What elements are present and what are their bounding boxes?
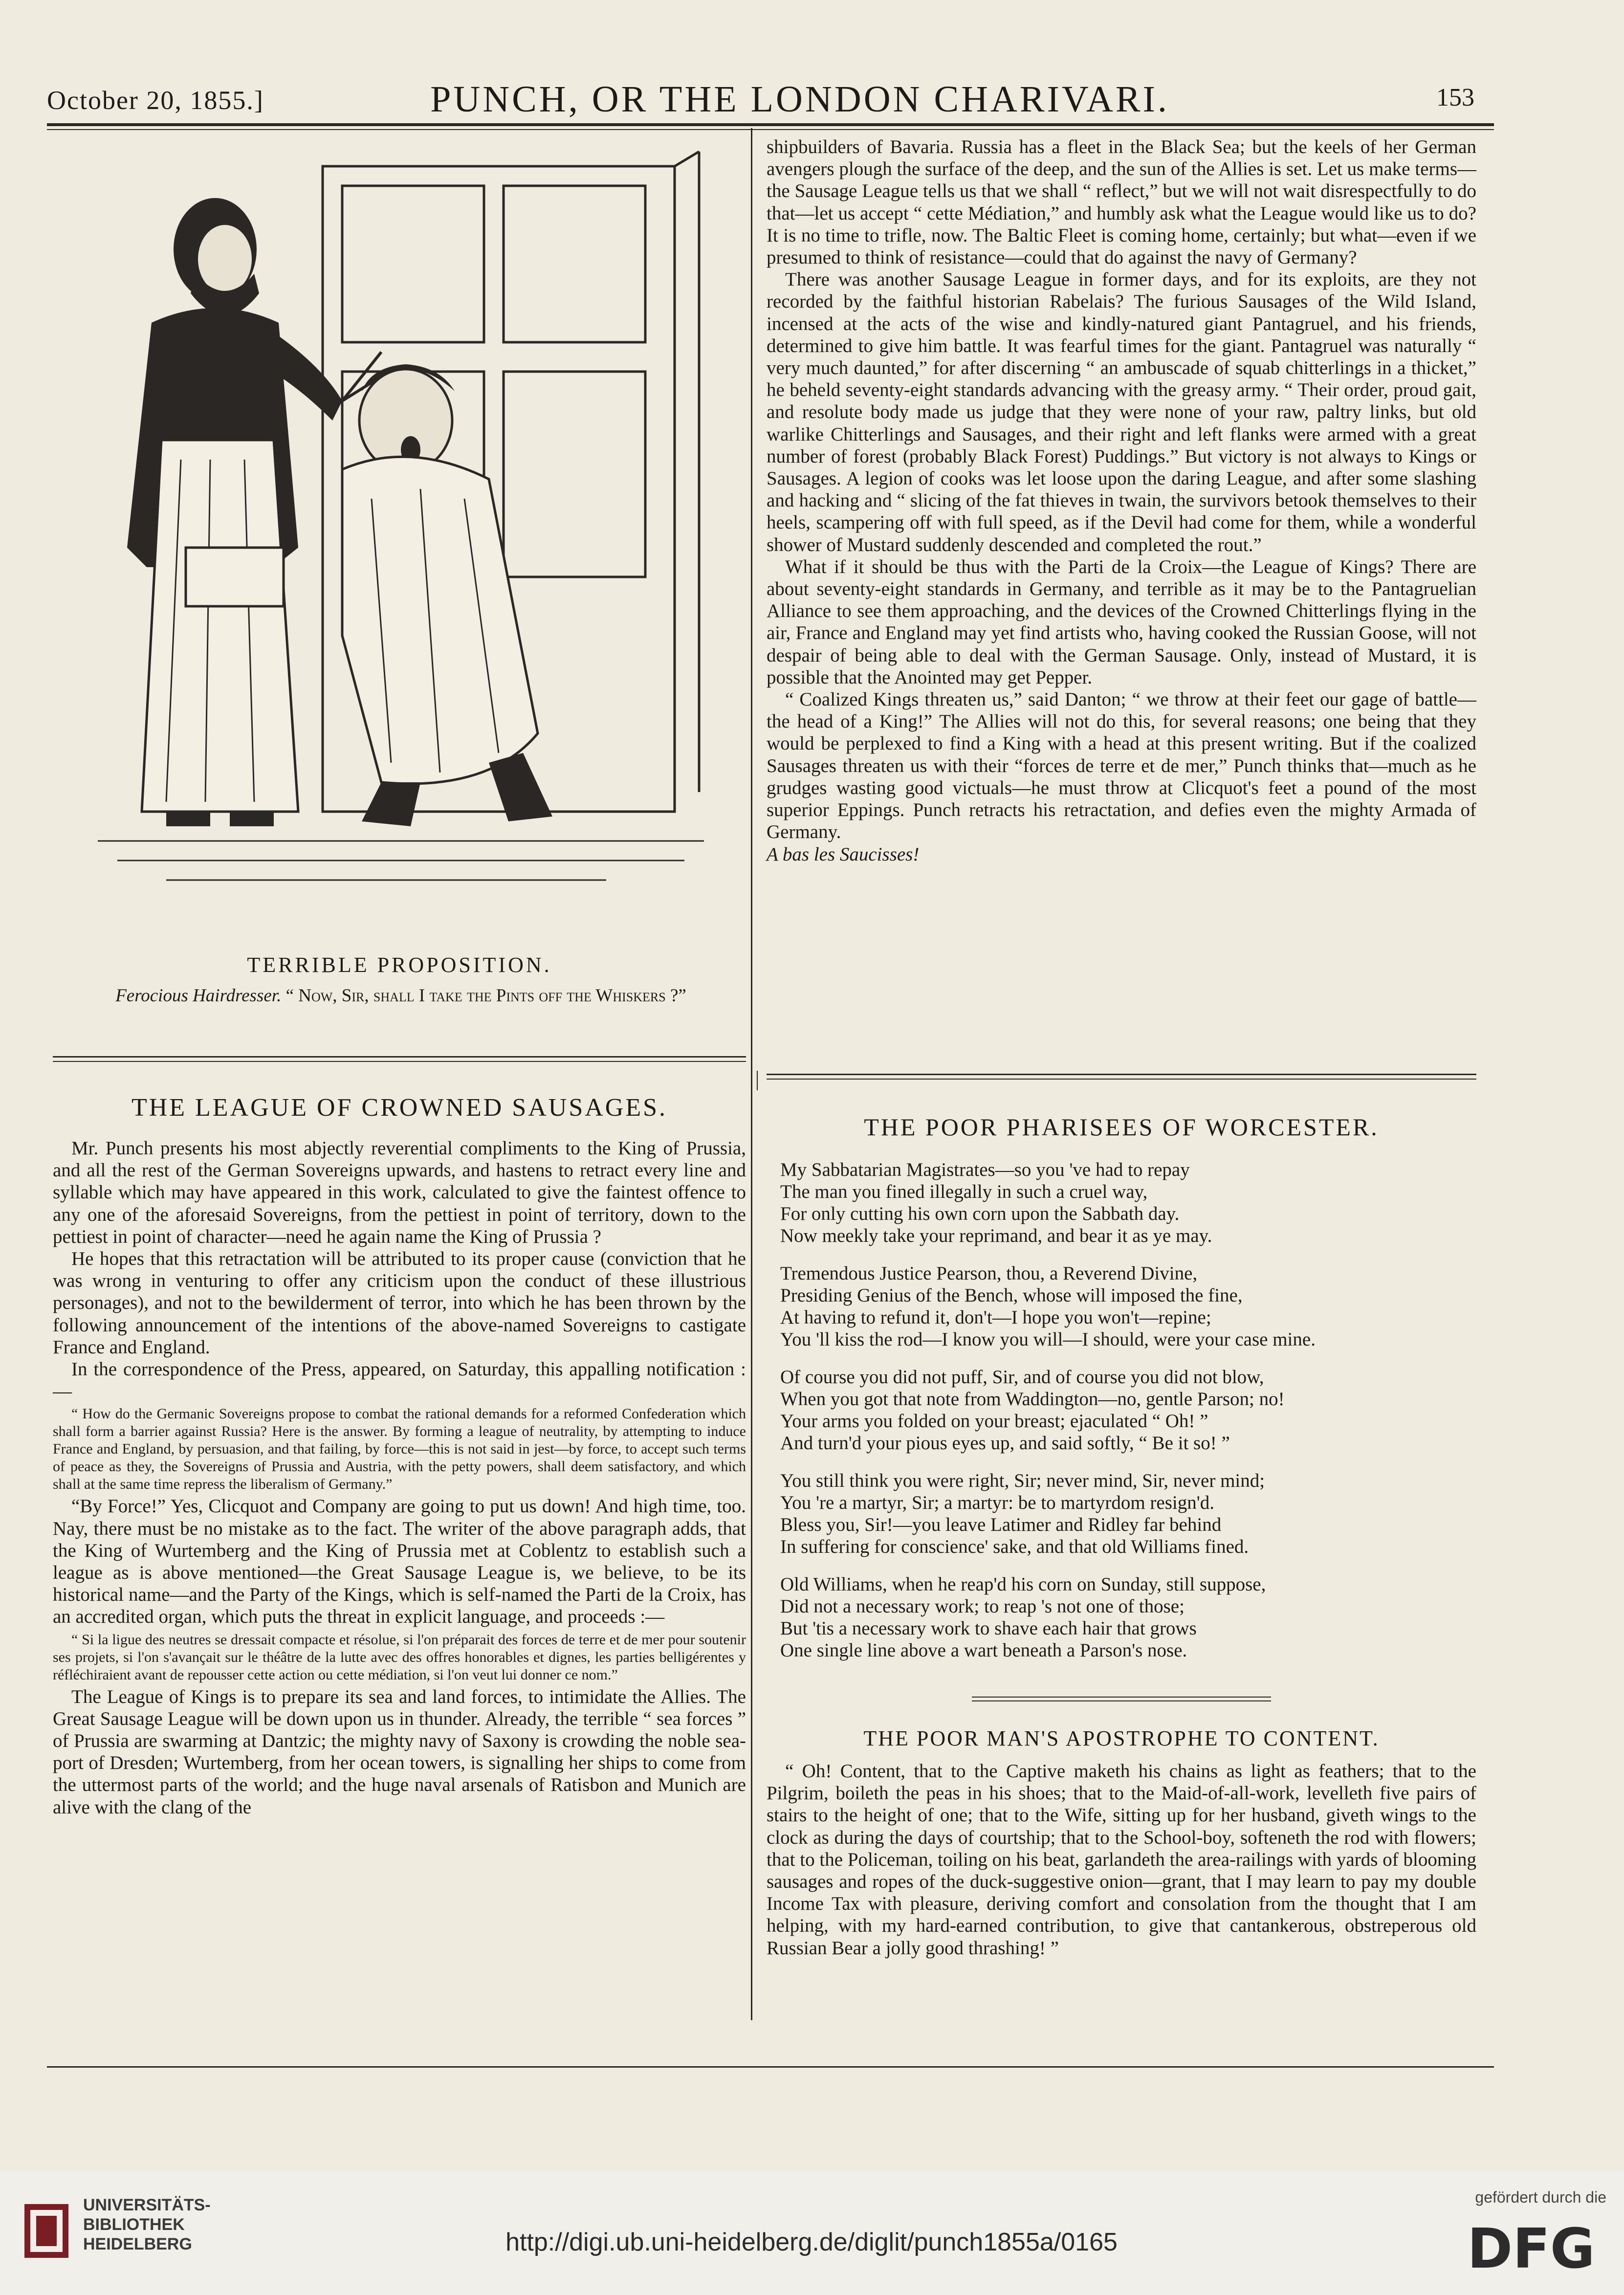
library-name-line: HEIDELBERG <box>83 2235 192 2253</box>
section-rule <box>53 1056 746 1058</box>
poem-line: But 'tis a necessary work to shave each hair that grows <box>780 1618 1197 1639</box>
poem-line: You still think you were right, Sir; never mind, Sir, never mind; <box>780 1470 1265 1491</box>
section-rule-thin <box>53 1061 746 1062</box>
caption-quote: “ Now, Sir, shall I take the Pints off the Whiskers ?” <box>285 986 686 1006</box>
poem-line: Presiding Genius of the Bench, whose will imposed the fine, <box>780 1285 1243 1306</box>
league-paragraph-3: In the correspondence of the Press, appeared, on Saturday, this appalling notification :— <box>53 1359 746 1402</box>
poem-line: Now meekly take your reprimand, and bear it as ye may. <box>780 1225 1212 1246</box>
poem-stanza <box>780 1366 1474 1454</box>
illustration-caption <box>73 985 728 1007</box>
masthead-rule <box>47 123 1494 126</box>
league-paragraph-5: The League of Kings is to prepare its sea and land forces, to intimidate the Allies. The Great Sausage League will be down upon us in thunder. Already, the terrible “ sea forces ” of Prussia are swarming at Dantzic; the mighty navy of Saxony is crowding the noble sea-port of Dresden; Wurtemberg, from her ocean towers, is signalling her ships to come from the uttermost parts of the world; and the huge naval arsenals of Ratisbon and Munich are alive with the clang of the <box>53 1686 746 1818</box>
league-quote-english: “ How do the Germanic Sovereigns propose to combat the rational demands for a reformed Confederation which shall form a barrier against Russia? Here is the answer. By forming a league of neutrality, by attempting to induce France and England, by persuasion, and that failing, by force—this is not said in jest—by force, to accept such terms of peace as they, the Sovereigns of Prussia and Austria, with the petty powers, shall deem satisfactory, and which shall at the same time repress the liberalism of Germany.” <box>53 1406 746 1493</box>
poem-line: Old Williams, when he reap'd his corn on Sunday, still suppose, <box>780 1574 1266 1595</box>
league-article-right <box>767 136 1476 865</box>
poem-line: You 'll kiss the rod—I know you will—I should, were your case mine. <box>780 1329 1316 1350</box>
poem-line: Did not a necessary work; to reap 's not one of those; <box>780 1596 1185 1617</box>
league-quote-french: “ Si la ligue des neutres se dressait compacte et résolue, si l'on préparait des forces de terre et de mer pour soutenir ses projets, si l'on s'avançait sur le théâtre de la lutte avec des offres honorables et dignes, les parties belligérentes y réfléchiraient avant de repousser cette action ou cette médiation, si l'on veut lui donner ce nom.” <box>53 1631 746 1683</box>
column-divider <box>751 128 752 2020</box>
hairdresser-illustration <box>68 147 733 919</box>
page-number: 153 <box>1436 84 1474 111</box>
library-name <box>83 2195 211 2254</box>
publication-title: PUNCH, OR THE LONDON CHARIVARI. <box>430 79 1169 120</box>
league-closing: A bas les Saucisses! <box>767 843 920 865</box>
pharisees-poem <box>780 1159 1474 1677</box>
dfg-logo-icon <box>1458 2217 1604 2275</box>
masthead-rule-thin <box>47 129 1494 130</box>
league-continuation-1: shipbuilders of Bavaria. Russia has a fleet in the Black Sea; but the keels of her German avengers plough the surface of the deep, and the sun of the Allies is set. Let us make terms—the Sausage League tells us that we shall “ reflect,” but we will not wait disrespectfully to do that—let us accept “ cette Médiation,” and humbly ask what the League would like us to do? It is no time to trifle, now. The Baltic Fleet is coming home, certainly; but what—even if we presumed to think of resistance—could that do against the navy of Germany? <box>767 136 1476 268</box>
poem-line: My Sabbatarian Magistrates—so you 've had to repay <box>780 1159 1190 1180</box>
poem-line: Your arms you folded on your breast; ejaculated “ Oh! ” <box>780 1411 1208 1432</box>
library-name-line: BIBLIOTHEK <box>83 2215 185 2234</box>
caption-speaker: Ferocious Hairdresser. <box>115 986 282 1006</box>
league-continuation-2: There was another Sausage League in former days, and for its exploits, are they not recorded by the faithful historian Rabelais? The furious Sausages of the Wild Island, incensed at the acts of the wise and kindly-natured giant Pantagruel, and his friends, determined to give him battle. It was fearful times for the giant. Pantagruel was naturally “ very much daunted,” for after discerning “ an ambuscade of squab chitterlings in a thicket,” he beheld seventy-eight standards advancing with the greasy army. “ Their order, proud gait, and resolute body made us judge that they were none of your raw, paltry links, but old warlike Chitterlings and Sausages, and their right and left flanks were armed with a great number of forest (probably Black Forest) Puddings.” But victory is not always to Kings or Sausages. A legion of cooks was let loose upon the daring League, and after some slashing and hacking and “ slicing of the fat thieves in twain, the survivors betook themselves to their heels, scampering off with full speed, as if the Devil had come for them, while a wonderful shower of Mustard suddenly descended and completed the rout.” <box>767 269 1476 555</box>
section-rule-thin <box>767 1079 1476 1080</box>
apostrophe-heading: THE POOR MAN'S APOSTROPHE TO CONTENT. <box>863 1726 1380 1750</box>
university-seal-icon <box>20 2194 73 2263</box>
section-rule <box>767 1074 1476 1075</box>
poem-line: At having to refund it, don't—I hope you won't—repine; <box>780 1307 1211 1328</box>
league-paragraph-1: Mr. Punch presents his most abjectly reverential compliments to the King of Prussia, and all the rest of the German Sovereigns upwards, and hastens to retract every line and syllable which may have appeared in this work, calculated to give the faintest offence to any one of the aforesaid Sovereigns, from the pettiest in point of territory, down to the pettiest in point of character—need he again name the King of Prussia ? <box>53 1138 746 1247</box>
illustration-title: TERRIBLE PROPOSITION. <box>247 953 552 977</box>
league-paragraph-4: “By Force!” Yes, Clicquot and Company are going to put us down! And high time, too. Nay, there must be no mistake as to the fact. The writer of the above paragraph adds, that the King of Wurtemberg and the King of Prussia met at Coblentz to establish such a league as is above mentioned—the Great Sausage League is, we believe, to be its historical name—and the Party of the Kings, which is self-named the Parti de la Croix, has an accredited organ, which puts the threat in explicit language, and proceeds :— <box>53 1496 746 1628</box>
poem-line: For only cutting his own corn upon the Sabbath day. <box>780 1203 1180 1224</box>
section-rule-thin <box>972 1700 1271 1701</box>
pharisees-heading: THE POOR PHARISEES OF WORCESTER. <box>864 1113 1379 1141</box>
funding-note: gefördert durch die <box>1475 2188 1606 2206</box>
league-continuation-4: “ Coalized Kings threaten us,” said Danton; “ we throw at their feet our gage of battle—the head of a King!” The Allies will not do this, for several reasons; one being that they would be perplexed to find a King with a head at this present writing. But if the coalized Sausages threaten us with their “forces de terre et de mer,” Punch thinks that—much as he grudges wasting good victuals—he must throw at Clicquot's feet a pound of the most superior Eppings. Punch retracts his retractation, and defies even the mighty Armada of Germany. <box>767 689 1476 843</box>
poem-stanza <box>780 1262 1474 1350</box>
league-heading: THE LEAGUE OF CROWNED SAUSAGES. <box>131 1094 668 1122</box>
poem-line: Tremendous Justice Pearson, thou, a Reverend Divine, <box>780 1263 1198 1284</box>
poem-stanza <box>780 1573 1474 1661</box>
issue-date: October 20, 1855.] <box>47 86 264 115</box>
poem-line: Of course you did not puff, Sir, and of course you did not blow, <box>780 1367 1264 1388</box>
poem-stanza <box>780 1470 1474 1558</box>
permalink-url[interactable]: http://digi.ub.uni-heidelberg.de/diglit/punch1855a/0165 <box>505 2228 1118 2256</box>
poem-line: When you got that note from Waddington—no, gentle Parson; no! <box>780 1389 1285 1410</box>
league-article-left <box>53 1137 746 1818</box>
apostrophe-article <box>767 1760 1476 1959</box>
poem-line: You 're a martyr, Sir; a martyr: be to martyrdom resign'd. <box>780 1492 1215 1513</box>
poem-line: Bless you, Sir!—you leave Latimer and Ridley far behind <box>780 1514 1222 1535</box>
library-name-line: UNIVERSITÄTS- <box>83 2196 211 2214</box>
poem-line: The man you fined illegally in such a cruel way, <box>780 1181 1148 1202</box>
apostrophe-text: “ Oh! Content, that to the Captive maketh his chains as light as feathers; that to the Pilgrim, boileth the peas in his shoes; that to the Maid-of-all-work, levelleth five pairs of stairs to the height of one; that to the Wife, sitting up for her husband, giveth wings to the clock as during the days of courtship; that to the School-boy, softeneth the rod with flowers; that to the Policeman, toiling on his beat, garlandeth the area-railings with yards of blooming sausages and ropes of the duck-suggestive onion—grant, that I may learn to pay my double Income Tax with pleasure, deriving comfort and consolation from the thought that I am helping, with my hard-earned contribution, to give that cantankerous, obstreperous old Russian Bear a jolly good thrashing! ” <box>767 1761 1476 1959</box>
section-rule <box>972 1697 1271 1698</box>
page-bottom-rule <box>47 2066 1494 2068</box>
league-paragraph-2: He hopes that this retractation will be attributed to its proper cause (conviction that he was wrong in venturing to offer any criticism upon the conduct of these illustrious personages), and not to the bewilderment of terror, into which he has been thrown by the following announcement of the intentions of the above-named Sovereigns to castigate France and England. <box>53 1248 746 1358</box>
poem-line: And turn'd your pious eyes up, and said softly, “ Be it so! ” <box>780 1433 1230 1454</box>
league-continuation-3: What if it should be thus with the Parti de la Croix—the League of Kings? There are about seventy-eight standards in Germany, and terrible as it may be to the Pantagruelian Alliance to see them approaching, and the devices of the Crowned Chitterlings flying in the air, France and England may yet find artists who, having cooked the Russian Goose, will not despair of being able to deal with the German Sausage. Only, instead of Mustard, it is possible that the Anointed may get Pepper. <box>767 556 1476 688</box>
poem-line: One single line above a wart beneath a Parson's nose. <box>780 1640 1187 1661</box>
poem-line: In suffering for conscience' sake, and that old Williams fined. <box>780 1536 1249 1557</box>
poem-stanza <box>780 1159 1474 1247</box>
column-tick <box>757 1071 758 1090</box>
dfg-logo-text: DFG <box>1467 2217 1595 2275</box>
